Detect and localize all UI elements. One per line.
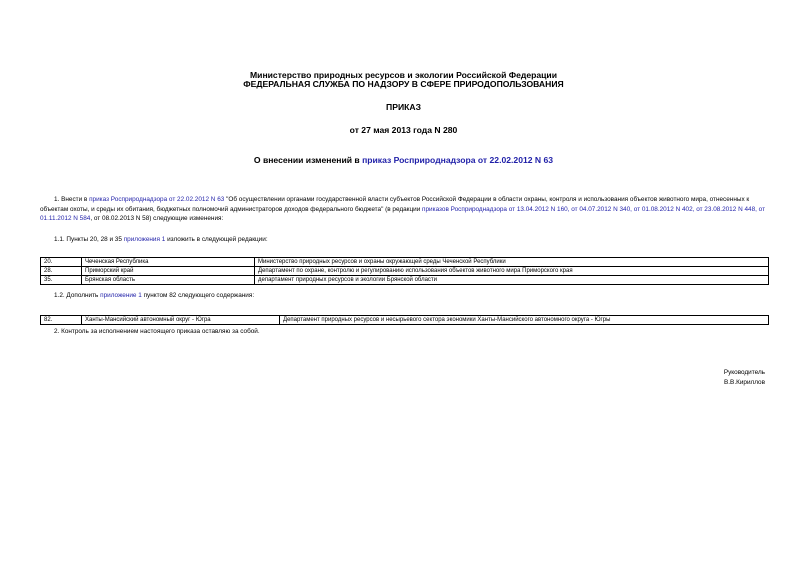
row-number: 35. [41, 276, 82, 285]
doc-type: ПРИКАЗ [386, 102, 421, 112]
table-row [41, 258, 769, 267]
row-number: 28. [41, 267, 82, 276]
paragraph-1-1 [54, 235, 754, 245]
table-row [41, 276, 769, 285]
p1-order-link[interactable]: приказ Росприроднадзора от 22.02.2012 N 63 [89, 196, 225, 203]
row-region: Приморский край [82, 267, 255, 276]
p1-title: "Об осуществлении органами государственной власти субъектов Российской Федерации в области охраны, контроля и использования объектов животного мира, отнесенных к объектам охоты, и среды их обитания, бюджетных полномочий администраторов доходов федерального бюджета" [40, 196, 750, 213]
row-region: Ханты-Мансийский автономный округ - Югра [82, 316, 280, 325]
p1-amendments-link[interactable]: приказов Росприроднадзора от 13.04.2012 N 160, от 04.07.2012 N 340, от 01.08.2012 N 402, от 23.08.2012 N 448, от 01.11.2012 N 584 [40, 205, 766, 222]
row-region: Чеченская Республика [82, 258, 255, 267]
p11-prefix: 1.1. Пункты 20, 28 и 35 [54, 236, 124, 243]
row-region: Брянская область [82, 276, 255, 285]
row-number: 82. [41, 316, 82, 325]
row-agency: Министерство природных ресурсов и охраны окружающей среды Чеченской Республики [255, 258, 769, 267]
p11-suffix: изложить в следующей редакции: [165, 236, 268, 243]
paragraph-1 [40, 195, 770, 224]
row-agency: Департамент природных ресурсов и несырьевого сектора экономики Ханты-Мансийского автономного округа - Югры [280, 316, 769, 325]
paragraph-1-2 [54, 291, 754, 301]
p12-appendix-link[interactable]: приложение 1 [100, 292, 142, 299]
row-agency: Департамент по охране, контролю и регулированию использования объектов животного мира Приморского края [255, 267, 769, 276]
table-1 [40, 257, 769, 285]
table-row [41, 316, 769, 325]
signature-position: Руководитель [723, 369, 765, 376]
ministry-title: Министерство природных ресурсов и экологии Российской Федерации [250, 70, 557, 80]
p12-suffix: пунктом 82 следующего содержания: [141, 292, 255, 299]
signature-name: В.В.Кириллов [724, 379, 765, 386]
p12-prefix: 1.2. Дополнить [54, 292, 101, 299]
row-agency: департамент природных ресурсов и экологии Брянской области [255, 276, 769, 285]
subject-link[interactable]: приказ Росприроднадзора от 22.02.2012 N 63 [362, 155, 554, 165]
service-title: ФЕДЕРАЛЬНАЯ СЛУЖБА ПО НАДЗОРУ В СФЕРЕ ПРИРОДОПОЛЬЗОВАНИЯ [243, 79, 564, 89]
p1-mid: (в редакции [383, 205, 423, 213]
table-row [41, 267, 769, 276]
doc-date-number: от 27 мая 2013 года N 280 [349, 125, 458, 135]
subject-prefix: О внесении изменений в [253, 155, 363, 165]
p1-suffix: , от 08.02.2013 N 58) следующие изменения: [90, 215, 224, 222]
paragraph-2: 2. Контроль за исполнением настоящего приказа оставляю за собой. [54, 328, 260, 335]
p1-prefix: 1. Внести в [54, 196, 90, 203]
doc-subject [0, 155, 807, 166]
p11-appendix-link[interactable]: приложения 1 [123, 236, 166, 243]
row-number: 20. [41, 258, 82, 267]
table-2 [40, 315, 769, 325]
